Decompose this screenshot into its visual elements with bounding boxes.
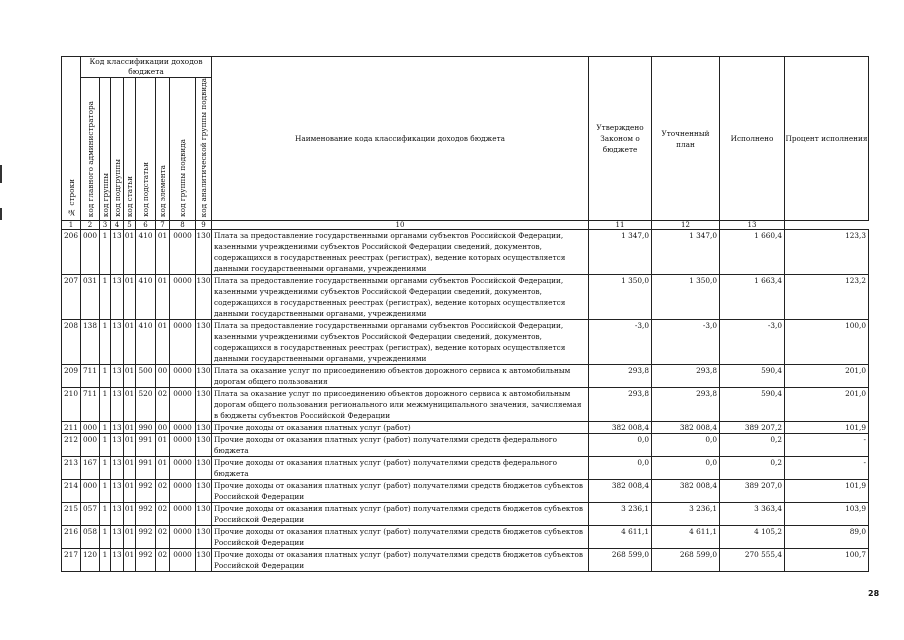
classification-group-header: Код классификации доходов бюджета bbox=[81, 57, 212, 78]
code-cell: 13 bbox=[111, 457, 124, 480]
code-cell: 02 bbox=[156, 549, 170, 572]
revenue-name: Плата за предоставление государственными органами субъектов Российской Федерации, казенными учреждениями субъектов Российской Федерации сведений, документов, содержащихся в государственных реестрах (регистрах), ведение которых осуществляется данными государственными органами, учреждениями bbox=[212, 275, 589, 320]
table-row bbox=[62, 230, 869, 275]
code-cell: 0000 bbox=[170, 388, 196, 422]
approved-column-header: Утверждено Законом о бюджете bbox=[589, 57, 652, 221]
code-cell: 01 bbox=[124, 275, 136, 320]
table-row bbox=[62, 549, 869, 572]
revenue-name: Прочие доходы от оказания платных услуг (работ) получателями средств федерального бюджета bbox=[212, 457, 589, 480]
executed-value: 270 555,4 bbox=[720, 549, 785, 572]
code-cell: 1 bbox=[100, 480, 111, 503]
table-row bbox=[62, 320, 869, 365]
code-cell: 13 bbox=[111, 388, 124, 422]
executed-value: 590,4 bbox=[720, 365, 785, 388]
refined-value: 293,8 bbox=[652, 365, 720, 388]
refined-value: 0,0 bbox=[652, 434, 720, 457]
code-cell: 130 bbox=[196, 275, 212, 320]
executed-value: 4 105,2 bbox=[720, 526, 785, 549]
code-cell: 02 bbox=[156, 503, 170, 526]
approved-value: 293,8 bbox=[589, 365, 652, 388]
code-col-header-label: код элемента bbox=[158, 165, 167, 218]
code-cell: 1 bbox=[100, 365, 111, 388]
percent-value: - bbox=[785, 434, 869, 457]
percent-value: 123,2 bbox=[785, 275, 869, 320]
refined-column-header: Уточненный план bbox=[652, 57, 720, 221]
approved-value: 293,8 bbox=[589, 388, 652, 422]
code-cell: 01 bbox=[124, 526, 136, 549]
percent-value: 201,0 bbox=[785, 388, 869, 422]
revenue-name: Прочие доходы от оказания платных услуг (работ) получателями средств бюджетов субъектов Российской Федерации bbox=[212, 503, 589, 526]
row-number: 211 bbox=[62, 422, 81, 434]
approved-value: 0,0 bbox=[589, 434, 652, 457]
percent-value: 100,7 bbox=[785, 549, 869, 572]
code-cell: 0000 bbox=[170, 434, 196, 457]
column-number: 1 bbox=[62, 221, 81, 230]
code-cell: 13 bbox=[111, 434, 124, 457]
code-cell: 0000 bbox=[170, 526, 196, 549]
code-cell: 01 bbox=[124, 423, 135, 433]
column-number: 13 bbox=[720, 221, 785, 230]
code-cell: 0000 bbox=[170, 230, 196, 275]
code-cell: 500 bbox=[136, 365, 156, 388]
percent-column-header: Процент исполнения bbox=[785, 57, 869, 221]
code-cell: 1 bbox=[100, 320, 111, 365]
name-column-header: Наименование кода классификации доходов бюджета bbox=[212, 57, 589, 221]
code-cell: 01 bbox=[124, 230, 136, 275]
code-cell: 992 bbox=[136, 549, 156, 572]
percent-value: 103,9 bbox=[785, 503, 869, 526]
code-cell: 01 bbox=[124, 388, 136, 422]
code-cell: 990 bbox=[136, 422, 156, 434]
code-cell: 130 bbox=[196, 434, 212, 457]
approved-value: 268 599,0 bbox=[589, 549, 652, 572]
revenue-name: Прочие доходы от оказания платных услуг (работ) получателями средств бюджетов субъектов Российской Федерации bbox=[212, 526, 589, 549]
percent-value: 101,9 bbox=[785, 422, 869, 434]
code-col-header-label: код группы bbox=[100, 173, 110, 218]
code-cell: 0000 bbox=[170, 275, 196, 320]
table-row bbox=[62, 275, 869, 320]
code-cell: 410 bbox=[136, 320, 156, 365]
code-cell: 120 bbox=[81, 549, 100, 572]
row-number: 210 bbox=[62, 388, 81, 422]
column-number: 2 bbox=[81, 221, 100, 230]
code-cell: 02 bbox=[156, 388, 170, 422]
table-row bbox=[62, 434, 869, 457]
code-cell: 992 bbox=[136, 526, 156, 549]
approved-value: 382 008,4 bbox=[589, 422, 652, 434]
percent-value: - bbox=[785, 457, 869, 480]
code-cell: 01 bbox=[124, 480, 136, 503]
code-cell: 01 bbox=[124, 549, 136, 572]
percent-value: 101,9 bbox=[785, 480, 869, 503]
code-cell: 13 bbox=[112, 423, 122, 433]
code-cell: 00 bbox=[156, 365, 170, 388]
executed-value: 3 363,4 bbox=[720, 503, 785, 526]
code-cell: 000 bbox=[81, 480, 100, 503]
code-cell: 01 bbox=[124, 503, 136, 526]
code-cell: 01 bbox=[124, 457, 136, 480]
column-number: 9 bbox=[196, 221, 212, 230]
code-cell: 13 bbox=[111, 320, 124, 365]
code-cell: 01 bbox=[156, 275, 170, 320]
code-col-header bbox=[136, 78, 156, 221]
percent-value: 89,0 bbox=[785, 526, 869, 549]
code-cell: 031 bbox=[81, 275, 100, 320]
code-cell: 13 bbox=[111, 549, 124, 572]
code-cell: 01 bbox=[156, 434, 170, 457]
table-row bbox=[62, 365, 869, 388]
code-cell: 057 bbox=[81, 503, 100, 526]
revenue-name: Плата за оказание услуг по присоединению объектов дорожного сервиса к автомобильным дорогам общего пользования bbox=[212, 365, 589, 388]
code-col-header-label: код аналитической группы подвида bbox=[199, 78, 208, 218]
code-cell: 1 bbox=[100, 422, 111, 434]
code-cell: 130 bbox=[196, 457, 212, 480]
code-col-header bbox=[196, 78, 212, 221]
code-cell: 992 bbox=[136, 503, 156, 526]
revenue-name: Прочие доходы от оказания платных услуг (работ) получателями средств федерального бюджета bbox=[212, 434, 589, 457]
code-cell: 1 bbox=[100, 549, 111, 572]
code-cell: 01 bbox=[156, 457, 170, 480]
code-cell: 520 bbox=[136, 388, 156, 422]
approved-value: -3,0 bbox=[589, 320, 652, 365]
revenue-name: Плата за предоставление государственными органами субъектов Российской Федерации, казенными учреждениями субъектов Российской Федерации сведений, документов, содержащихся в государственных реестрах (регистрах), ведение которых осуществляется данными государственными органами, учреждениями bbox=[212, 230, 589, 275]
table-row bbox=[62, 422, 869, 434]
code-cell: 058 bbox=[81, 526, 100, 549]
row-number: 215 bbox=[62, 503, 81, 526]
code-cell: 711 bbox=[81, 365, 100, 388]
table-row bbox=[62, 526, 869, 549]
code-cell: 13 bbox=[111, 275, 124, 320]
code-cell: 0000 bbox=[170, 422, 196, 434]
percent-value: 123,3 bbox=[785, 230, 869, 275]
column-number: 7 bbox=[156, 221, 170, 230]
code-cell: 130 bbox=[196, 365, 212, 388]
code-cell: 1 bbox=[100, 526, 111, 549]
code-cell: 1 bbox=[100, 388, 111, 422]
binding-mark bbox=[0, 208, 2, 220]
code-col-header bbox=[124, 78, 136, 221]
code-cell: 000 bbox=[81, 422, 100, 434]
code-cell: 130 bbox=[196, 388, 212, 422]
revenue-name: Прочие доходы от оказания платных услуг (работ) получателями средств бюджетов субъектов Российской Федерации bbox=[212, 480, 589, 503]
code-cell: 0000 bbox=[170, 457, 196, 480]
code-cell: 0000 bbox=[170, 503, 196, 526]
row-number: 206 bbox=[62, 230, 81, 275]
code-cell: 000 bbox=[81, 230, 100, 275]
code-cell: 0000 bbox=[170, 320, 196, 365]
code-col-header bbox=[111, 78, 124, 221]
code-cell: 01 bbox=[156, 230, 170, 275]
column-number: 10 bbox=[212, 221, 589, 230]
code-cell: 138 bbox=[81, 320, 100, 365]
revenue-name: Прочие доходы от оказания платных услуг (работ) bbox=[212, 422, 589, 434]
row-number: 207 bbox=[62, 275, 81, 320]
column-number: 12 bbox=[652, 221, 720, 230]
executed-value: 1 663,4 bbox=[720, 275, 785, 320]
row-number-header bbox=[62, 57, 81, 221]
refined-value: 1 347,0 bbox=[652, 230, 720, 275]
code-col-header bbox=[156, 78, 170, 221]
percent-value: 201,0 bbox=[785, 365, 869, 388]
code-cell: 991 bbox=[136, 457, 156, 480]
code-cell: 01 bbox=[124, 434, 136, 457]
code-col-header bbox=[81, 78, 100, 221]
budget-revenue-table bbox=[61, 56, 869, 572]
table-row bbox=[62, 480, 869, 503]
refined-value: 382 008,4 bbox=[652, 422, 720, 434]
code-cell: 130 bbox=[196, 549, 212, 572]
revenue-name: Плата за предоставление государственными органами субъектов Российской Федерации, казенными учреждениями субъектов Российской Федерации сведений, документов, содержащихся в государственных реестрах (регистрах), ведение которых осуществляется данными государственными органами, учреждениями bbox=[212, 320, 589, 365]
executed-column-header: Исполнено bbox=[720, 57, 785, 221]
binding-mark bbox=[0, 165, 2, 183]
code-cell: 130 bbox=[196, 230, 212, 275]
revenue-name: Плата за оказание услуг по присоединению объектов дорожного сервиса к автомобильным дорогам общего пользования регионального или межмуниципального значения, зачисляемая в бюджеты субъектов Российской Федерации bbox=[212, 388, 589, 422]
refined-value: 293,8 bbox=[652, 388, 720, 422]
row-number: 212 bbox=[62, 434, 81, 457]
refined-value: -3,0 bbox=[652, 320, 720, 365]
column-number: 5 bbox=[124, 221, 136, 230]
column-number: 6 bbox=[136, 221, 156, 230]
row-number: 209 bbox=[62, 365, 81, 388]
code-col-header-label: код статьи bbox=[125, 176, 134, 218]
approved-value: 1 347,0 bbox=[589, 230, 652, 275]
table-body bbox=[62, 230, 869, 572]
revenue-name: Прочие доходы от оказания платных услуг (работ) получателями средств бюджетов субъектов Российской Федерации bbox=[212, 549, 589, 572]
code-cell: 130 bbox=[196, 423, 211, 433]
approved-value: 382 008,4 bbox=[589, 480, 652, 503]
approved-value: 1 350,0 bbox=[589, 275, 652, 320]
code-cell: 410 bbox=[136, 230, 156, 275]
code-col-header-label: код главного администратора bbox=[85, 101, 95, 218]
refined-value: 4 611,1 bbox=[652, 526, 720, 549]
code-cell: 130 bbox=[196, 526, 212, 549]
code-col-header-label: код группы подвида bbox=[178, 139, 187, 218]
code-cell: 1 bbox=[100, 503, 111, 526]
code-cell: 130 bbox=[196, 480, 212, 503]
code-col-header bbox=[170, 78, 196, 221]
column-number: 8 bbox=[170, 221, 196, 230]
code-cell: 991 bbox=[136, 434, 156, 457]
approved-value: 3 236,1 bbox=[589, 503, 652, 526]
code-cell: 1 bbox=[100, 230, 111, 275]
code-cell: 13 bbox=[111, 526, 124, 549]
code-cell: 02 bbox=[156, 480, 170, 503]
table-row bbox=[62, 503, 869, 526]
refined-value: 268 599,0 bbox=[652, 549, 720, 572]
row-number-header-label: № строки bbox=[66, 179, 76, 218]
code-cell: 130 bbox=[196, 503, 212, 526]
column-number: 11 bbox=[589, 221, 652, 230]
code-cell: 13 bbox=[111, 480, 124, 503]
column-number-row bbox=[62, 221, 869, 230]
column-number: 3 bbox=[100, 221, 111, 230]
code-cell: 13 bbox=[111, 230, 124, 275]
page-number: 28 bbox=[868, 589, 880, 598]
code-cell: 13 bbox=[111, 365, 124, 388]
code-cell: 410 bbox=[136, 275, 156, 320]
code-col-header-label: код подстатьи bbox=[141, 162, 150, 218]
code-cell: 1 bbox=[100, 457, 111, 480]
column-number: 4 bbox=[111, 221, 124, 230]
row-number: 213 bbox=[62, 457, 81, 480]
code-cell: 0000 bbox=[170, 480, 196, 503]
executed-value: 389 207,2 bbox=[720, 422, 785, 434]
row-number: 217 bbox=[62, 549, 81, 572]
row-number: 214 bbox=[62, 480, 81, 503]
row-number: 216 bbox=[62, 526, 81, 549]
table-row bbox=[62, 388, 869, 422]
refined-value: 382 008,4 bbox=[652, 480, 720, 503]
code-cell: 01 bbox=[156, 320, 170, 365]
code-cell: 992 bbox=[136, 480, 156, 503]
code-col-header bbox=[100, 78, 111, 221]
percent-value: 100,0 bbox=[785, 320, 869, 365]
code-cell: 0000 bbox=[170, 365, 196, 388]
code-cell: 000 bbox=[81, 434, 100, 457]
executed-value: -3,0 bbox=[720, 320, 785, 365]
code-cell: 00 bbox=[156, 422, 170, 434]
refined-value: 1 350,0 bbox=[652, 275, 720, 320]
executed-value: 1 660,4 bbox=[720, 230, 785, 275]
code-cell: 1 bbox=[100, 434, 111, 457]
code-cell: 0000 bbox=[170, 549, 196, 572]
executed-value: 0,2 bbox=[720, 457, 785, 480]
code-cell: 01 bbox=[124, 365, 136, 388]
approved-value: 0,0 bbox=[589, 457, 652, 480]
executed-value: 0,2 bbox=[720, 434, 785, 457]
code-cell: 01 bbox=[124, 320, 136, 365]
table-row bbox=[62, 457, 869, 480]
executed-value: 389 207,0 bbox=[720, 480, 785, 503]
code-cell: 13 bbox=[111, 503, 124, 526]
code-cell: 02 bbox=[156, 526, 170, 549]
executed-value: 590,4 bbox=[720, 388, 785, 422]
code-col-header-label: код подгруппы bbox=[112, 159, 122, 218]
row-number: 208 bbox=[62, 320, 81, 365]
code-cell: 130 bbox=[196, 320, 212, 365]
code-cell: 711 bbox=[81, 388, 100, 422]
code-cell: 1 bbox=[100, 275, 111, 320]
refined-value: 0,0 bbox=[652, 457, 720, 480]
code-cell: 167 bbox=[81, 457, 100, 480]
refined-value: 3 236,1 bbox=[652, 503, 720, 526]
approved-value: 4 611,1 bbox=[589, 526, 652, 549]
